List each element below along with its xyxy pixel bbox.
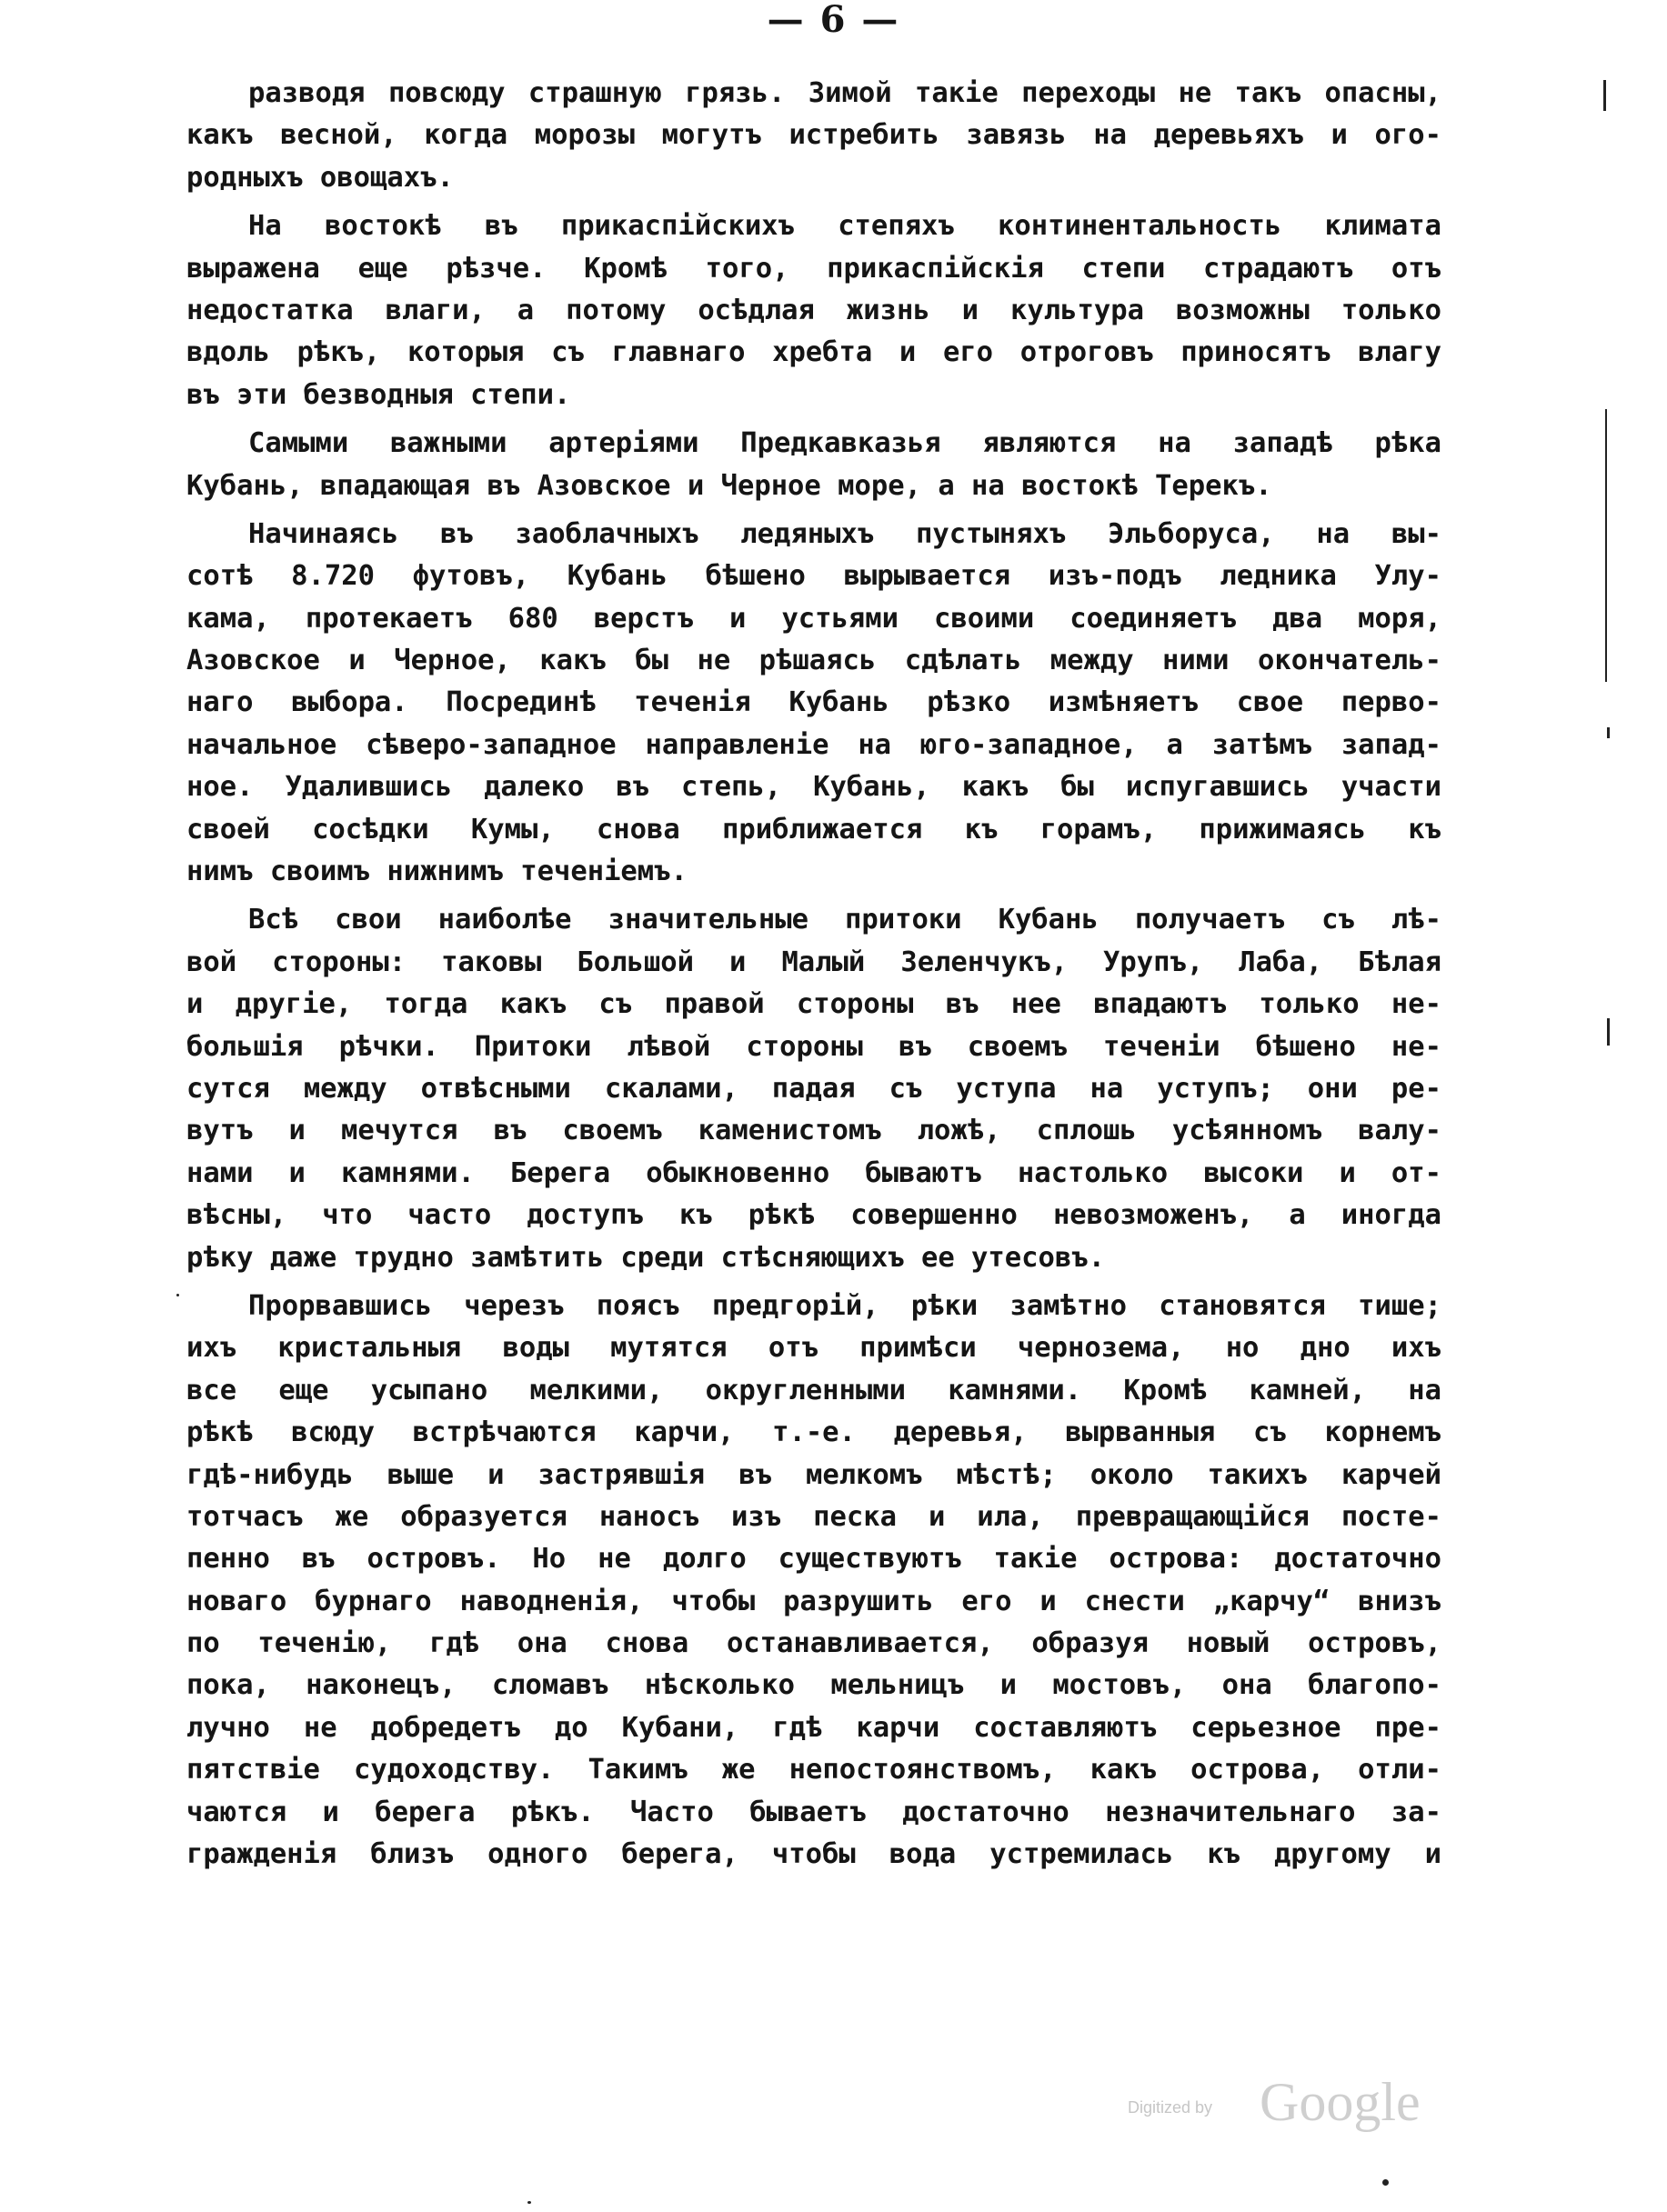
text-line: рѣкѣ всюду встрѣчаются карчи, т.-е. деревья, вырванныя съ корнемъ <box>186 1416 1441 1449</box>
paragraph <box>186 899 1441 1279</box>
watermark-google-logo: Google <box>1260 2072 1421 2132</box>
text-line: гражденія близъ одного берега, чтобы вода устремилась къ другому и <box>186 1838 1441 1871</box>
text-line: въ эти безводныя степи. <box>186 378 571 411</box>
text-line: сутся между отвѣсными скалами, падая съ уступа на уступъ; они ре- <box>186 1072 1441 1105</box>
scan-edge-mark <box>1605 409 1607 682</box>
text-line: гдѣ-нибудь выше и застрявшія въ мелкомъ мѣстѣ; около такихъ карчей <box>186 1458 1441 1491</box>
text-line: по теченію, гдѣ она снова останавливается, образуя новый островъ, <box>186 1627 1441 1660</box>
paragraph <box>186 514 1441 894</box>
scan-speck <box>176 1294 179 1296</box>
text-line: нимъ своимъ нижнимъ теченіемъ. <box>186 856 688 888</box>
text-line: тотчасъ же образуется наносъ изъ песка и ила, превращающійся посте- <box>186 1500 1441 1533</box>
page-number: — 6 — <box>767 0 900 41</box>
scan-edge-mark <box>1603 80 1606 111</box>
text-line: вѣсны, что часто доступъ къ рѣкѣ совершенно невозможенъ, а иногда <box>186 1199 1441 1232</box>
text-line: и другіе, тогда какъ съ правой стороны въ нее впадаютъ только не- <box>186 988 1441 1021</box>
scan-edge-mark <box>1607 727 1610 738</box>
text-line: сотѣ 8.720 футовъ, Кубань бѣшено вырывается изъ-подъ ледника Улу- <box>186 560 1441 593</box>
text-line: выражена еще рѣзче. Кромѣ того, прикаспійскія степи страдаютъ отъ <box>186 252 1441 285</box>
text-line: лучно не добредетъ до Кубани, гдѣ карчи составляютъ серьезное пре- <box>186 1711 1441 1744</box>
text-line: вутъ и мечутся въ своемъ каменистомъ ложѣ, сплошь усѣянномъ валу- <box>186 1115 1441 1147</box>
text-line: ное. Удалившись далеко въ степь, Кубань, какъ бы испугавшись участи <box>186 771 1441 804</box>
paragraph <box>186 73 1441 199</box>
paragraph <box>186 205 1441 416</box>
text-line: Прорвавшись черезъ поясъ предгорій, рѣки замѣтно становятся тише; <box>248 1289 1441 1322</box>
text-line: пока, наконецъ, сломавъ нѣсколько мельницъ и мостовъ, она благопо- <box>186 1669 1441 1702</box>
scan-speck <box>527 2201 531 2204</box>
text-line: ихъ кристальныя воды мутятся отъ примѣси чернозема, но дно ихъ <box>186 1332 1441 1365</box>
text-line: все еще усыпано мелкими, округленными камнями. Кромѣ камней, на <box>186 1374 1441 1406</box>
scan-edge-mark <box>1607 1018 1610 1046</box>
text-line: большія рѣчки. Притоки лѣвой стороны въ своемъ теченіи бѣшено не- <box>186 1030 1441 1063</box>
text-line: кама, протекаетъ 680 верстъ и устьями своими соединяетъ два моря, <box>186 602 1441 635</box>
text-line: вдоль рѣкъ, которыя съ главнаго хребта и его отроговъ приносятъ влагу <box>186 336 1441 369</box>
text-line: вой стороны: таковы Большой и Малый Зеленчукъ, Урупъ, Лаба, Бѣлая <box>186 946 1441 978</box>
text-line: какъ весной, когда морозы могутъ истребить завязь на деревьяхъ и ого- <box>186 119 1441 152</box>
text-line: начальное сѣверо-западное направленіе на юго-западное, а затѣмъ запад- <box>186 728 1441 761</box>
text-line: Начинаясь въ заоблачныхъ ледяныхъ пустыняхъ Эльборуса, на вы- <box>248 517 1441 550</box>
text-line: родныхъ овощахъ. <box>186 161 454 194</box>
paragraph <box>186 1286 1441 1876</box>
text-line: наго выбора. Посрединѣ теченія Кубань рѣзко измѣняетъ свое перво- <box>186 686 1441 719</box>
text-line: пятствіе судоходству. Такимъ же непостоянствомъ, какъ острова, отли- <box>186 1754 1441 1787</box>
text-line: На востокѣ въ прикаспійскихъ степяхъ континентальность климата <box>248 210 1441 243</box>
text-line: своей сосѣдки Кумы, снова приближается къ горамъ, прижимаясь къ <box>186 813 1441 846</box>
text-line: рѣку даже трудно замѣтить среди стѣсняющихъ ее утесовъ. <box>186 1241 1105 1274</box>
text-line: недостатка влаги, а потому осѣдлая жизнь и культура возможны только <box>186 294 1441 326</box>
text-line: пенно въ островъ. Но не долго существуютъ такіе острова: достаточно <box>186 1543 1441 1576</box>
text-line: Азовское и Черное, какъ бы не рѣшаясь сдѣлать между ними окончатель- <box>186 645 1441 677</box>
text-line: Кубань, впадающая въ Азовское и Черное море, а на востокѣ Терекъ. <box>186 469 1272 502</box>
paragraph <box>186 423 1441 507</box>
text-line: Всѣ свои наиболѣе значительные притоки Кубань получаетъ съ лѣ- <box>248 904 1441 936</box>
text-line: нами и камнями. Берега обыкновенно бываютъ настолько высоки и от- <box>186 1156 1441 1189</box>
body-text <box>186 73 1441 1876</box>
scan-speck <box>1382 2179 1389 2186</box>
watermark-digitized-label: Digitized by <box>1128 2098 1213 2117</box>
text-line: разводя повсюду страшную грязь. Зимой такіе переходы не такъ опасны, <box>248 77 1441 109</box>
text-line: чаются и берега рѣкъ. Часто бываетъ достаточно незначительнаго за- <box>186 1796 1441 1828</box>
text-line: Самыми важными артеріями Предкавказья являются на западѣ рѣка <box>248 427 1441 460</box>
text-line: новаго бурнаго наводненія, чтобы разрушить его и снести „карчу“ внизъ <box>186 1585 1441 1617</box>
